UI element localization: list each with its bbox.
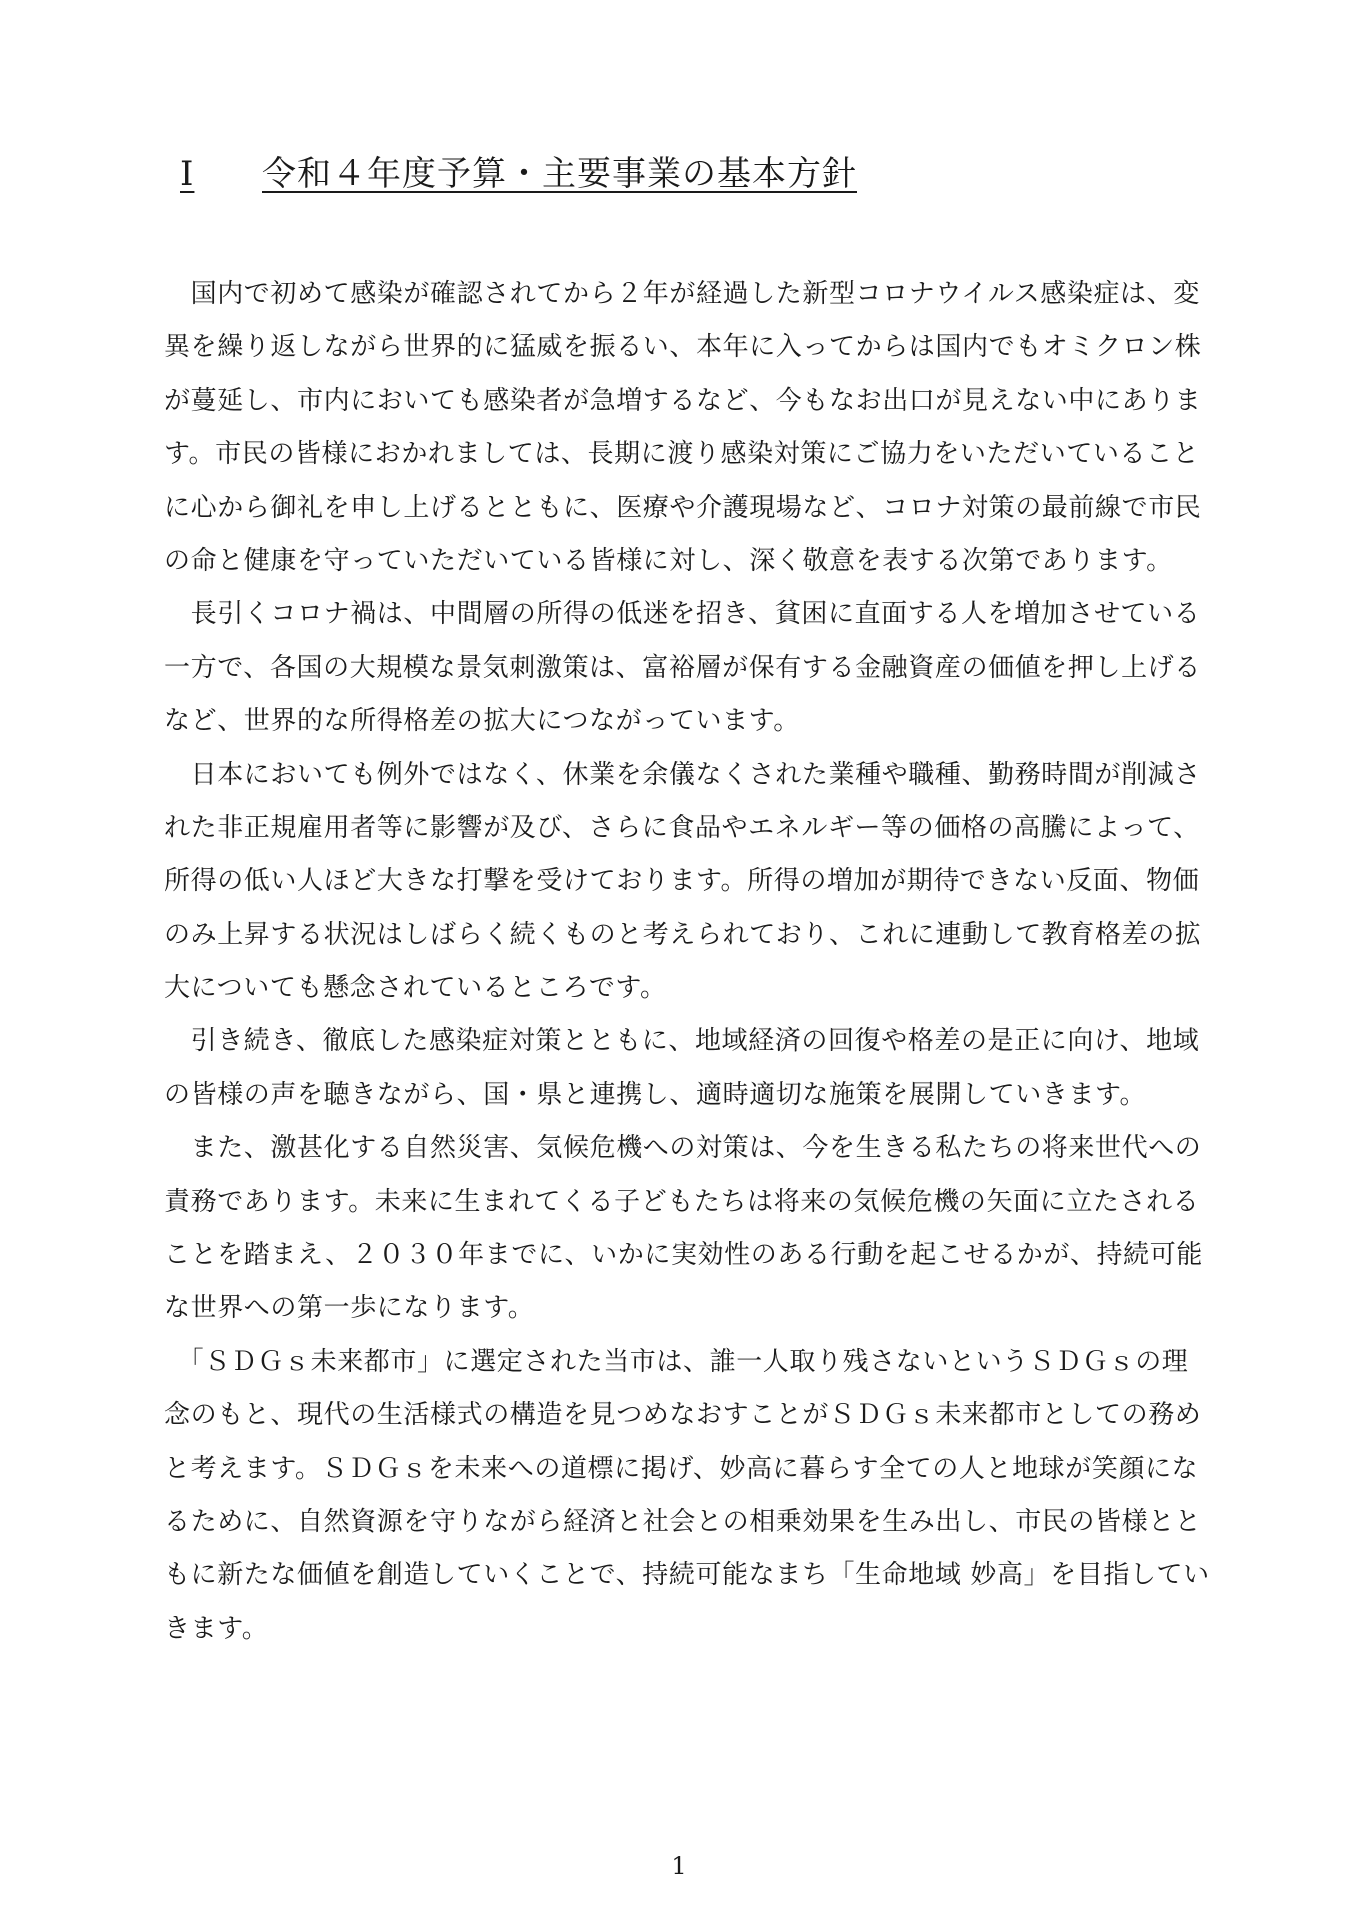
text-line: 異を繰り返しながら世界的に猛威を振るい、本年に入ってからは国内でもオミクロン株: [164, 332, 1202, 363]
section-title: 令和４年度予算・主要事業の基本方針: [262, 154, 857, 194]
body-text: [164, 268, 1220, 1656]
text-line: また、激甚化する自然災害、気候危機への対策は、今を生きる私たちの将来世代への: [164, 1133, 1202, 1164]
text-line: 長引くコロナ禍は、中間層の所得の低迷を招き、貧困に直面する人を増加させている: [164, 599, 1201, 630]
text-line: のみ上昇する状況はしばらく続くものと考えられており、これに連動して教育格差の拡: [164, 919, 1202, 950]
section-number: Ⅰ: [180, 154, 195, 194]
text-line: な世界への第一歩になります。: [164, 1293, 535, 1324]
text-line: 大についても懸念されているところです。: [164, 973, 667, 1004]
text-line: 引き続き、徹底した感染症対策とともに、地域経済の回復や格差の是正に向け、地域: [164, 1026, 1200, 1057]
text-line: 「ＳＤＧｓ未来都市」に選定された当市は、誰一人取り残さないというＳＤＧｓの理: [164, 1346, 1189, 1377]
text-line: と考えます。ＳＤＧｓを未来への道標に掲げ、妙高に暮らす全ての人と地球が笑顔にな: [164, 1453, 1199, 1484]
text-line: の皆様の声を聴きながら、国・県と連携し、適時適切な施策を展開していきます。: [164, 1079, 1147, 1110]
text-line: きます。: [164, 1613, 269, 1644]
text-line: ことを踏まえ、２０３０年までに、いかに実効性のある行動を起こせるかが、持続可能: [164, 1240, 1203, 1271]
text-line: が蔓延し、市内においても感染者が急増するなど、今もなお出口が見えない中にありま: [164, 385, 1202, 416]
text-line: に心から御礼を申し上げるとともに、医療や介護現場など、コロナ対策の最前線で市民: [164, 492, 1202, 523]
text-line: 日本においても例外ではなく、休業を余儀なくされた業種や職種、勤務時間が削減さ: [164, 759, 1201, 790]
text-line: など、世界的な所得格差の拡大につながっています。: [164, 706, 800, 737]
text-line: るために、自然資源を守りながら経済と社会との相乗効果を生み出し、市民の皆様とと: [164, 1506, 1202, 1537]
text-line: れた非正規雇用者等に影響が及び、さらに食品やエネルギー等の価格の高騰によって、: [164, 812, 1200, 843]
text-line: す。市民の皆様におかれましては、長期に渡り感染対策にご協力をいただいていること: [164, 439, 1200, 470]
text-line: 所得の低い人ほど大きな打撃を受けております。所得の増加が期待できない反面、物価: [164, 866, 1200, 897]
section-heading: [160, 150, 857, 198]
text-line: 念のもと、現代の生活様式の構造を見つめなおすことがＳＤＧｓ未来都市としての務め: [164, 1400, 1202, 1431]
text-line: 一方で、各国の大規模な景気刺激策は、富裕層が保有する金融資産の価値を押し上げる: [164, 652, 1201, 683]
text-line: 国内で初めて感染が確認されてから２年が経過した新型コロナウイルス感染症は、変: [164, 279, 1200, 309]
text-line: 責務であります。未来に生まれてくる子どもたちは将来の気候危機の矢面に立たされる: [164, 1186, 1200, 1217]
text-line: もに新たな価値を創造していくことで、持続可能なまち「生命地域 妙高」を目指してい: [164, 1560, 1210, 1591]
text-line: の命と健康を守っていただいている皆様に対し、深く敬意を表する次第であります。: [164, 545, 1173, 576]
page-number: 1: [671, 1852, 687, 1880]
